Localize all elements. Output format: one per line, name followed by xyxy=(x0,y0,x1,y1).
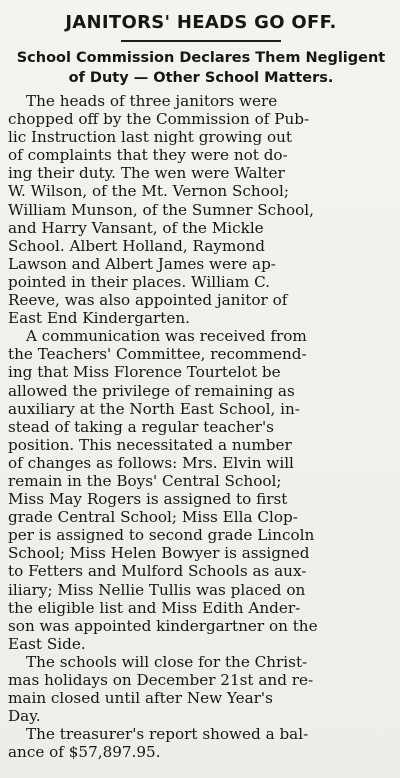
article-line: School. Albert Holland, Raymond xyxy=(8,236,266,255)
article-line: William Munson, of the Sumner School, xyxy=(8,200,314,219)
subhead-line: School Commission Declares Them Negligent xyxy=(16,50,386,66)
subhead-line: of Duty — Other School Matters. xyxy=(68,70,334,86)
article-line: ing that Miss Florence Tourtelot be xyxy=(8,363,281,382)
subhead xyxy=(8,48,394,88)
article-line: East End Kindergarten. xyxy=(8,309,190,328)
article-line: East Side. xyxy=(8,634,86,653)
article-paragraph xyxy=(8,92,394,327)
article-line: remain in the Boys' Central School; xyxy=(8,471,282,490)
article-paragraph xyxy=(8,327,394,653)
article-line: stead of taking a regular teacher's xyxy=(8,417,274,436)
article-line: Miss May Rogers is assigned to first xyxy=(8,490,288,509)
headline-divider xyxy=(121,40,281,42)
article-line: The heads of three janitors were xyxy=(26,92,278,110)
article-line: to Fetters and Mulford Schools as aux- xyxy=(8,562,307,581)
article-line: Reeve, was also appointed janitor of xyxy=(8,291,288,310)
article-line: of complaints that they were not do- xyxy=(8,146,288,165)
article-line: chopped off by the Commission of Pub- xyxy=(8,110,310,129)
article-line: The treasurer's report showed a bal- xyxy=(26,725,309,744)
article-line: W. Wilson, of the Mt. Vernon School; xyxy=(8,182,289,201)
article-line: son was appointed kindergartner on the xyxy=(8,616,318,635)
article-line: ing their duty. The wen were Walter xyxy=(8,164,285,183)
article-line: Lawson and Albert James were ap- xyxy=(8,254,276,273)
article-line: mas holidays on December 21st and re- xyxy=(8,671,314,689)
article-line: pointed in their places. William C. xyxy=(8,272,270,291)
article-line: per is assigned to second grade Lincoln xyxy=(8,526,315,545)
article-paragraph xyxy=(8,725,394,761)
article-line: the Teachers' Committee, recommend- xyxy=(8,345,307,364)
article-line: and Harry Vansant, of the Mickle xyxy=(8,218,264,237)
article-line: A communication was received from xyxy=(26,327,307,346)
article-line: main closed until after New Year's xyxy=(8,689,273,708)
article-paragraph xyxy=(8,653,394,725)
article-body xyxy=(8,92,394,761)
article-line: allowed the privilege of remaining as xyxy=(8,381,295,400)
article-line: the eligible list and Miss Edith Ander- xyxy=(8,598,301,617)
article-line: School; Miss Helen Bowyer is assigned xyxy=(8,544,310,563)
article-line: The schools will close for the Christ- xyxy=(26,652,308,671)
article-line: iliary; Miss Nellie Tullis was placed on xyxy=(8,580,306,599)
article-line: position. This necessitated a number xyxy=(8,435,292,454)
article-line: of changes as follows: Mrs. Elvin will xyxy=(8,453,294,472)
headline: JANITORS' HEADS GO OFF. xyxy=(65,12,337,33)
article-line: Day. xyxy=(8,707,41,726)
article-line: ance of $57,897.95. xyxy=(8,743,161,762)
article-line: auxiliary at the North East School, in- xyxy=(8,399,300,418)
article-line: lic Instruction last night growing out xyxy=(8,128,293,147)
article-line: grade Central School; Miss Ella Clop- xyxy=(8,508,298,527)
